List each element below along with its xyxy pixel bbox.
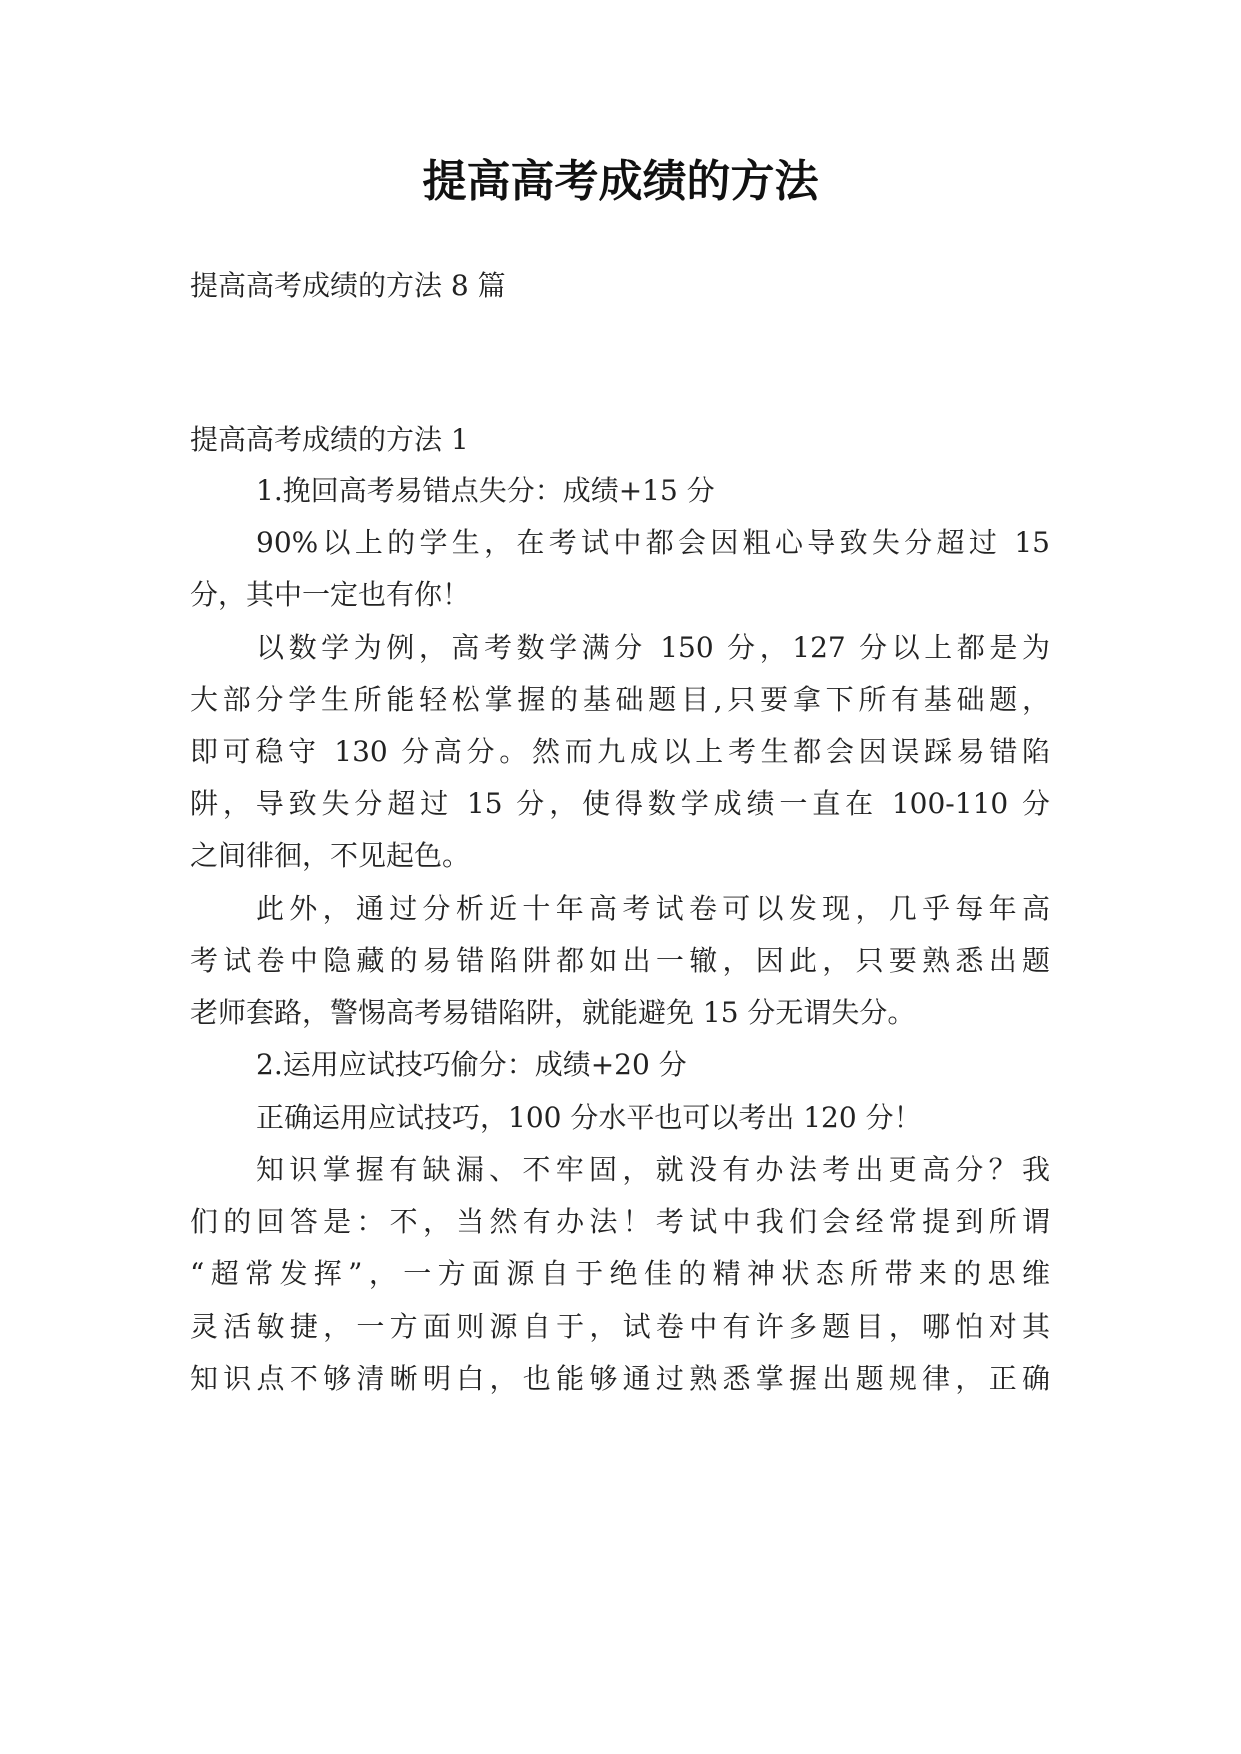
paragraph-line: 正确运用应试技巧，100 分水平也可以考出 120 分！ [256,1101,922,1134]
paragraph-line: 老师套路，警惕高考易错陷阱，就能避免 15 分无谓失分。 [190,996,916,1029]
paragraph-line: “超常发挥”，一方面源自于绝佳的精神状态所带来的思维 [190,1257,1050,1290]
point-heading: 1.挽回高考易错点失分：成绩+15 分 [256,474,715,507]
point-heading: 2.运用应试技巧偷分：成绩+20 分 [256,1048,687,1081]
paragraph-line: 知识掌握有缺漏、不牢固，就没有办法考出更高分？我 [256,1153,1050,1186]
section-heading: 提高高考成绩的方法 1 [190,423,469,456]
paragraph-line: 考试卷中隐藏的易错陷阱都如出一辙，因此，只要熟悉出题 [190,944,1050,977]
paragraph-line: 阱，导致失分超过 15 分，使得数学成绩一直在 100-110 分 [190,787,1050,820]
paragraph-line: 此外，通过分析近十年高考试卷可以发现，几乎每年高 [256,892,1050,925]
paragraph-line: 知识点不够清晰明白，也能够通过熟悉掌握出题规律，正确 [190,1362,1050,1395]
document-title: 提高高考成绩的方法 [422,156,819,207]
paragraph-line: 之间徘徊，不见起色。 [190,839,471,872]
paragraph-line: 大部分学生所能轻松掌握的基础题目,只要拿下所有基础题， [190,683,1050,716]
paragraph-line: 灵活敏捷，一方面则源自于，试卷中有许多题目，哪怕对其 [190,1310,1050,1343]
document-subtitle: 提高高考成绩的方法 8 篇 [190,269,506,302]
paragraph-line: 90%以上的学生，在考试中都会因粗心导致失分超过 15 [256,526,1050,559]
paragraph-line: 以数学为例，高考数学满分 150 分，127 分以上都是为 [256,631,1050,664]
paragraph-line: 分，其中一定也有你！ [190,578,471,611]
paragraph-line: 们的回答是：不，当然有办法！考试中我们会经常提到所谓 [190,1205,1050,1238]
paragraph-line: 即可稳守 130 分高分。然而九成以上考生都会因误踩易错陷 [190,735,1050,768]
